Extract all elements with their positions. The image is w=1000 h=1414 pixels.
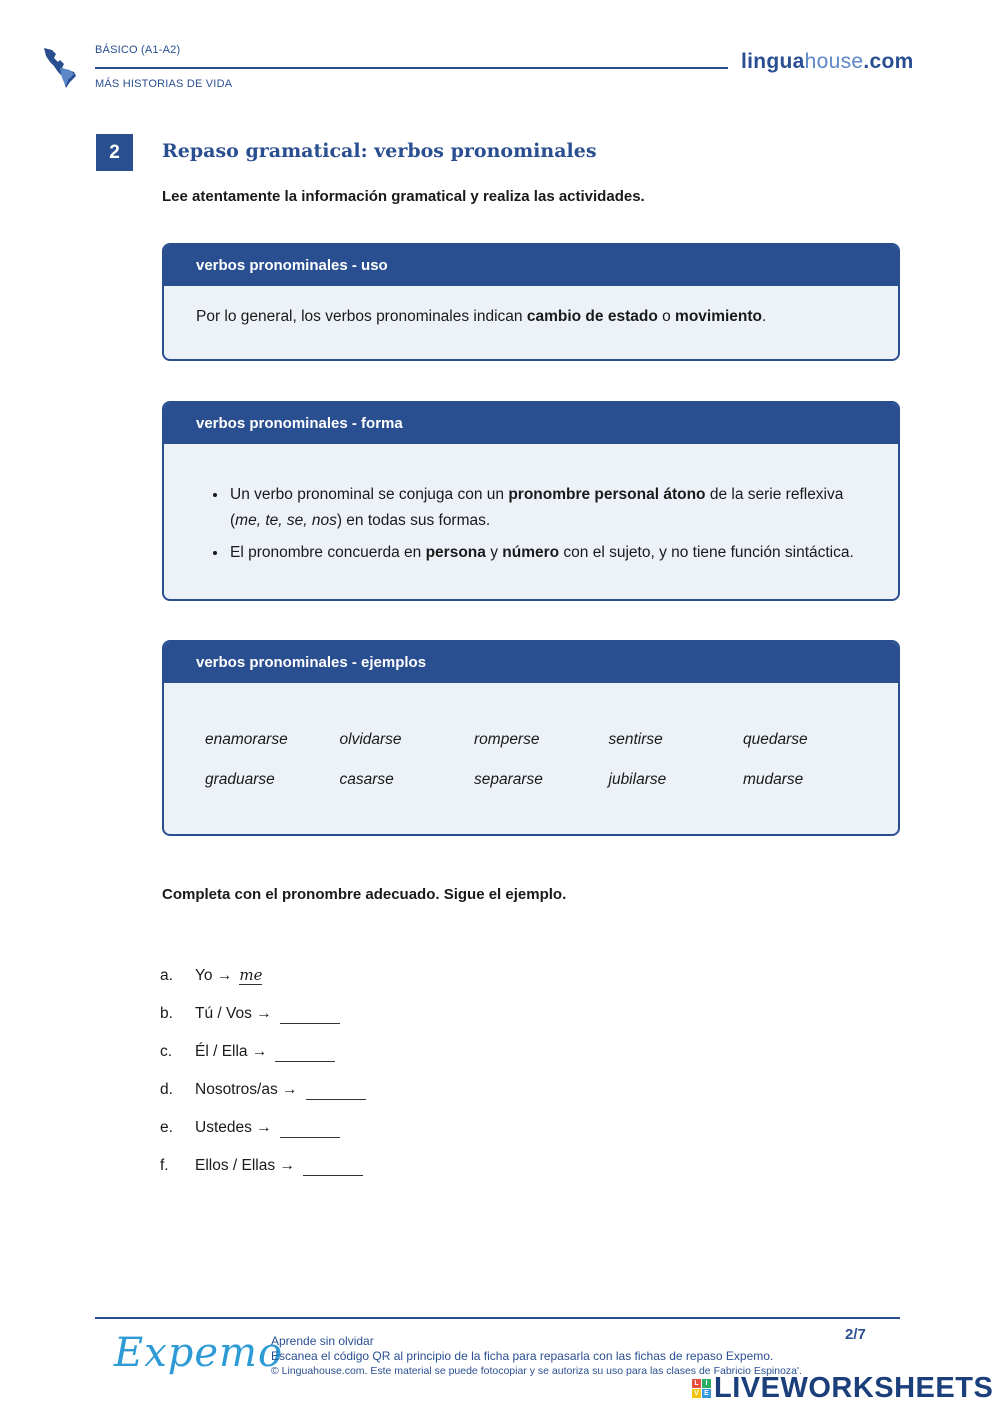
item-label: e.: [160, 1119, 173, 1136]
box-text: Por lo general, los verbos pronominales indican cambio de estado o movimiento.: [196, 308, 767, 325]
footer-divider: [95, 1317, 900, 1319]
box-title: verbos pronominales - ejemplos: [164, 642, 898, 683]
americas-map-icon: [40, 46, 82, 90]
item-subject: Ellos / Ellas: [195, 1157, 276, 1174]
item-label: a.: [160, 967, 173, 984]
example-answer: me: [239, 966, 263, 984]
rule-item: • El pronombre concuerda en persona y número con el sujeto, y no tiene función sintáctica.: [228, 540, 878, 566]
example-verbs-grid: [164, 683, 898, 790]
example-verb: mudarse: [743, 771, 804, 788]
example-verb: quedarse: [743, 731, 808, 748]
rule-list: [164, 444, 898, 566]
header-divider: [95, 67, 728, 69]
rule-item: • Un verbo pronominal se conjuga con un pronombre personal átono de la serie reflexiva (me, te, se, nos) en todas sus formas.: [228, 482, 878, 534]
footer-qr-note: Escanea el código QR al principio de la ficha para repasarla con las fichas de repaso Expemo.: [271, 1349, 774, 1363]
item-label: f.: [160, 1157, 169, 1174]
arrow: →: [216, 967, 233, 984]
exercise-instruction: Completa con el pronombre adecuado. Sigue el ejemplo.: [162, 886, 567, 903]
item-label: c.: [160, 1043, 173, 1060]
linguahouse-logo[interactable]: linguahouse.com: [741, 50, 914, 73]
liveworksheets-watermark: [692, 1372, 993, 1405]
exercise-item: [160, 1147, 560, 1185]
exercise-item: [160, 995, 560, 1033]
course-level: BÁSICO (A1-A2): [95, 44, 181, 56]
item-subject: Él / Ella: [195, 1043, 248, 1060]
section-instruction: Lee atentamente la información gramatical y realiza las actividades.: [162, 188, 645, 205]
footer-tagline: Aprende sin olvidar: [271, 1334, 374, 1348]
arrow: →: [282, 1081, 298, 1098]
item-subject: Nosotros/as: [195, 1081, 278, 1098]
footer-copyright: © Linguahouse.com. Este material se puede fotocopiar y se autoriza su uso para las clases de Fabricio Espinoza'.: [271, 1365, 802, 1377]
example-verb: enamorarse: [205, 731, 288, 748]
item-label: d.: [160, 1081, 173, 1098]
answer-blank[interactable]: [306, 1081, 366, 1100]
page-number: 2/7: [845, 1326, 866, 1343]
exercise-list: [160, 957, 560, 1185]
answer-blank[interactable]: [280, 1119, 340, 1138]
box-title: verbos pronominales - uso: [164, 245, 898, 286]
example-verb: jubilarse: [608, 771, 667, 788]
example-verb: sentirse: [608, 731, 663, 748]
liveworksheets-badge-icon: L I V E: [692, 1379, 711, 1398]
grammar-box-ejemplos: [162, 640, 900, 836]
item-subject: Ustedes: [195, 1119, 252, 1136]
arrow: →: [256, 1119, 272, 1136]
watermark-text: LIVEWORKSHEETS: [714, 1372, 994, 1404]
example-verb: graduarse: [205, 771, 275, 788]
arrow: →: [256, 1005, 272, 1022]
unit-title: MÁS HISTORIAS DE VIDA: [95, 78, 233, 90]
example-verb: olvidarse: [339, 731, 402, 748]
box-title: verbos pronominales - forma: [164, 403, 898, 444]
expemo-logo: Expemo: [114, 1330, 284, 1376]
item-subject: Tú / Vos: [195, 1005, 252, 1022]
answer-blank[interactable]: [280, 1005, 340, 1024]
grammar-box-uso: [162, 243, 900, 361]
example-verb: separarse: [474, 771, 543, 788]
grammar-box-forma: [162, 401, 900, 601]
exercise-item: [160, 1109, 560, 1147]
section-number: 2: [96, 134, 133, 171]
arrow: →: [279, 1157, 295, 1174]
arrow: →: [251, 1043, 268, 1060]
example-verb: romperse: [474, 731, 540, 748]
answer-blank[interactable]: [275, 1043, 335, 1062]
example-verb: casarse: [339, 771, 394, 788]
answer-blank[interactable]: [303, 1157, 363, 1176]
exercise-item: [160, 957, 560, 995]
exercise-item: [160, 1071, 560, 1109]
exercise-item: [160, 1033, 560, 1071]
item-subject: Yo: [195, 967, 213, 984]
item-label: b.: [160, 1005, 173, 1022]
section-title: Repaso gramatical: verbos pronominales: [162, 140, 597, 162]
